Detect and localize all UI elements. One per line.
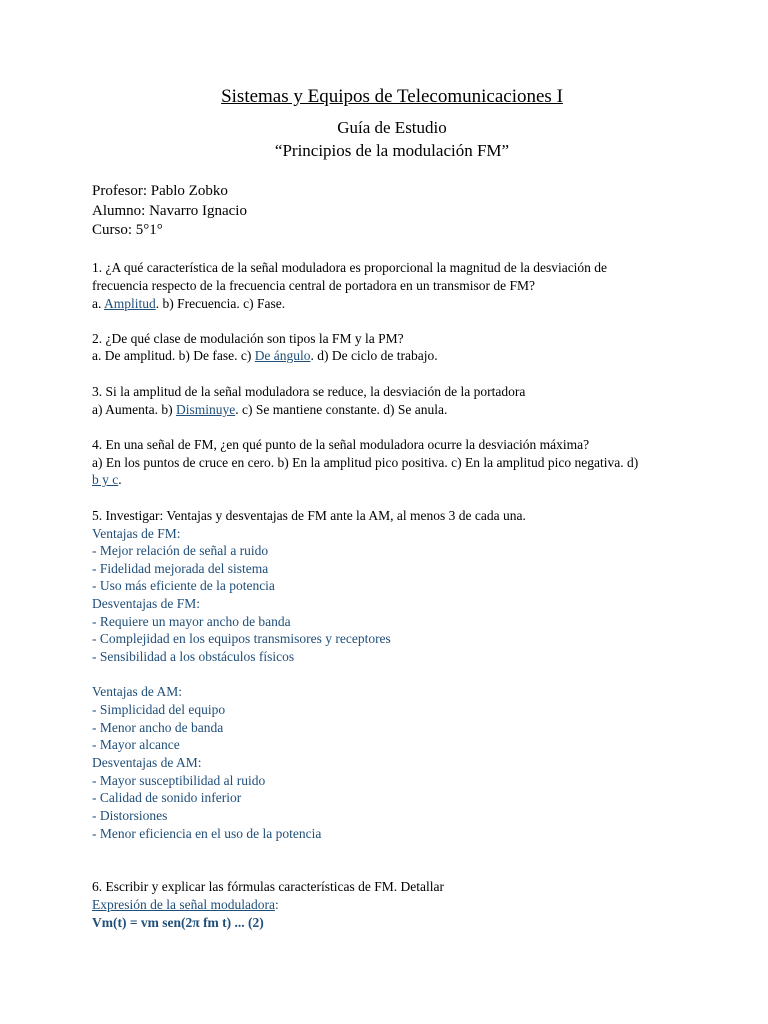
- expression-label: Expresión de la señal moduladora: [92, 897, 275, 912]
- q4-answer-link[interactable]: b y c: [92, 472, 119, 487]
- list-item: - Complejidad en los equipos transmisores y receptores: [92, 631, 391, 646]
- q1-answer-link[interactable]: Amplitud: [104, 296, 156, 311]
- q1-answer-prefix: a.: [92, 296, 104, 311]
- q2-answer-link[interactable]: De ángulo: [254, 348, 311, 363]
- fm-disadvantages-heading: Desventajas de FM:: [92, 596, 200, 611]
- q4-answer-suffix: .: [118, 472, 122, 487]
- fm-advantages-heading: Ventajas de FM:: [92, 526, 181, 541]
- q2-text: 2. ¿De qué clase de modulación son tipos la FM y la PM?: [92, 331, 404, 346]
- list-item: - Fidelidad mejorada del sistema: [92, 561, 269, 576]
- list-item: - Menor eficiencia en el uso de la potencia: [92, 826, 322, 841]
- q3-answer-suffix: . c) Se mantiene constante. d) Se anula.: [235, 402, 448, 417]
- q3-answer: [92, 401, 447, 419]
- q2-answer: [92, 347, 438, 365]
- document-topic: “Principios de la modulación FM”: [274, 141, 510, 160]
- formula-line: Vm(t) = vm sen(2π fm t) ... (2): [92, 915, 264, 930]
- list-item: - Simplicidad del equipo: [92, 702, 226, 717]
- q1-answer: [92, 295, 285, 313]
- list-item: - Calidad de sonido inferior: [92, 790, 242, 805]
- q3-answer-link[interactable]: Disminuye: [175, 402, 236, 417]
- expression-colon: :: [274, 897, 279, 912]
- q1-answer-suffix: . b) Frecuencia. c) Fase.: [155, 296, 286, 311]
- q3-text: 3. Si la amplitud de la señal moduladora se reduce, la desviación de la portadora: [92, 384, 526, 399]
- curso-line: Curso: 5°1°: [92, 222, 163, 238]
- list-item: - Sensibilidad a los obstáculos físicos: [92, 649, 295, 664]
- q6-text: 6. Escribir y explicar las fórmulas características de FM. Detallar: [92, 879, 444, 894]
- list-item: - Distorsiones: [92, 808, 168, 823]
- list-item: - Uso más eficiente de la potencia: [92, 578, 275, 593]
- q4-options: a) En los puntos de cruce en cero. b) En la amplitud pico positiva. c) En la amplitud pico negativa. d): [92, 455, 639, 470]
- list-item: - Mayor alcance: [92, 737, 180, 752]
- q5-text: 5. Investigar: Ventajas y desventajas de FM ante la AM, al menos 3 de cada una.: [92, 508, 526, 523]
- list-item: - Mayor susceptibilidad al ruido: [92, 773, 266, 788]
- list-item: - Menor ancho de banda: [92, 720, 224, 735]
- am-disadvantages-heading: Desventajas de AM:: [92, 755, 202, 770]
- document-subtitle: Guía de Estudio: [337, 118, 447, 137]
- am-advantages-heading: Ventajas de AM:: [92, 684, 182, 699]
- alumno-line: Alumno: Navarro Ignacio: [92, 203, 247, 219]
- expression-label-line: [92, 896, 279, 914]
- q2-answer-prefix: a. De amplitud. b) De fase. c): [92, 348, 255, 363]
- q1-text-2: frecuencia respecto de la frecuencia central de portadora en un transmisor de FM?: [92, 278, 536, 293]
- q2-answer-suffix: . d) De ciclo de trabajo.: [310, 348, 438, 363]
- list-item: - Mejor relación de señal a ruido: [92, 543, 269, 558]
- q3-answer-prefix: a) Aumenta. b): [92, 402, 176, 417]
- q1-text-1: 1. ¿A qué característica de la señal moduladora es proporcional la magnitud de la desviación de: [92, 260, 608, 275]
- list-item: - Requiere un mayor ancho de banda: [92, 614, 291, 629]
- q4-text: 4. En una señal de FM, ¿en qué punto de la señal moduladora ocurre la desviación máxima?: [92, 437, 590, 452]
- q4-answer: [92, 471, 122, 489]
- profesor-line: Profesor: Pablo Zobko: [92, 183, 228, 199]
- document-title: Sistemas y Equipos de Telecomunicaciones I: [221, 86, 563, 107]
